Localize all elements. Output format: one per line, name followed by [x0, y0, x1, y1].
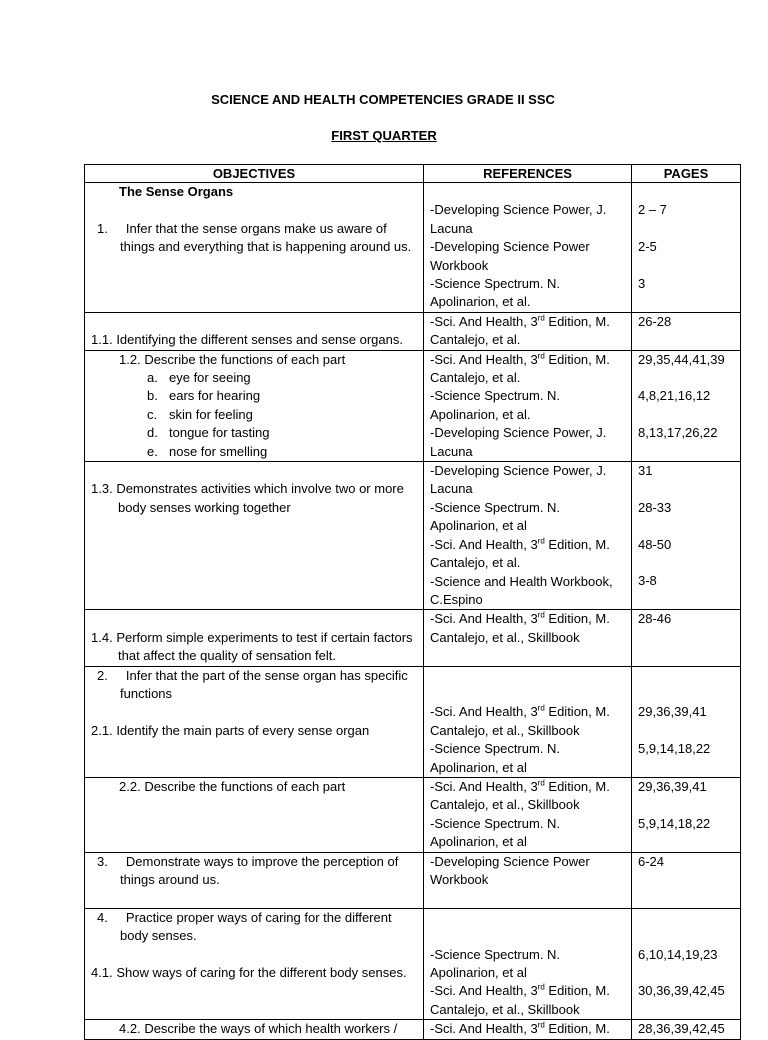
list-item: [91, 424, 417, 442]
references-cell: [424, 610, 632, 666]
reference: -Sci. And Health, 3rd Edition, M. Cantalejo, et al., Skillbook: [430, 778, 610, 813]
references-cell: [424, 666, 632, 777]
section-heading: The Sense Organs: [119, 184, 234, 199]
pages-cell: [632, 852, 741, 908]
objective-number: 4.: [97, 909, 108, 925]
table-row: [85, 852, 741, 908]
reference: [430, 313, 625, 350]
superscript: rd: [537, 351, 545, 361]
page-range: 29,35,44,41,39: [638, 351, 725, 367]
references-cell: [424, 1020, 632, 1039]
column-header-references: REFERENCES: [424, 165, 632, 183]
superscript: rd: [537, 983, 545, 993]
list-letter: b.: [147, 388, 158, 404]
competencies-table: [84, 164, 741, 1040]
objective-cell: [85, 350, 424, 461]
objective-cell: [85, 312, 424, 350]
reference: -Science Spectrum. N. Apolinarion, et al: [430, 499, 561, 534]
table-row: [85, 777, 741, 852]
objective-body: Infer that the part of the sense organ has specific functions: [120, 667, 408, 701]
reference: -Sci. And Health, 3rd Edition, M. Cantalejo, et al., Skillbook: [430, 704, 610, 738]
sub-objective-text: [91, 722, 417, 740]
page-range: 28-46: [638, 611, 672, 627]
reference-text: Edition, M. Cantalejo, et al.: [430, 313, 610, 348]
reference: -Science Spectrum. N. Apolinarion, et al: [430, 946, 561, 980]
objective-number: 1.2.: [119, 351, 141, 367]
page-range: 6,10,14,19,23: [638, 946, 718, 962]
table-header-row: [85, 165, 741, 183]
page-range: 31: [638, 463, 653, 479]
table-row: [85, 462, 741, 610]
pages-cell: [632, 777, 741, 852]
objective-number: 1.1.: [91, 332, 113, 348]
objective-body: Show ways of caring for the different body senses.: [116, 965, 407, 980]
objective-number: 1.3.: [91, 481, 113, 497]
objective-cell: [85, 852, 424, 908]
references-cell: [424, 312, 632, 350]
references-cell: [424, 350, 632, 461]
list-text: eye for seeing: [169, 370, 251, 386]
table-row: [85, 908, 741, 1019]
objective-number: 4.2.: [119, 1021, 141, 1037]
objective-cell: [85, 1020, 424, 1039]
reference: -Sci. And Health, 3rd Edition, M. Cantalejo, et al.: [430, 536, 610, 571]
objective-body: Infer that the sense organs make us aware of things and everything that is happening around us.: [120, 220, 412, 255]
page-range: 30,36,39,42,45: [638, 983, 725, 999]
reference-text: -Sci. And Health, 3: [430, 313, 538, 329]
objective-cell: [85, 777, 424, 852]
objective-body: Describe the functions of each part: [144, 778, 346, 794]
objective-body: Perform simple experiments to test if certain factors that affect the quality of sensation felt.: [116, 629, 413, 664]
reference: -Sci. And Health, 3rd Edition, M. Cantalejo, et al., Skillbook: [430, 983, 610, 1017]
objective-number: 2.: [97, 667, 108, 683]
objective-number: 4.1.: [91, 965, 113, 980]
list-item: [91, 387, 417, 405]
objective-body: Describe the functions of each part: [144, 351, 346, 367]
objective-number: 1.4.: [91, 629, 113, 645]
pages-cell: [632, 183, 741, 313]
reference: -Science Spectrum. N. Apolinarion, et al.: [430, 388, 561, 422]
pages-cell: [632, 462, 741, 610]
reference: -Sci. And Health, 3rd Edition, M. Cantalejo, et al.: [430, 351, 610, 386]
pages-cell: [632, 610, 741, 666]
objective-number: 2.1.: [91, 722, 113, 738]
objective-cell: [85, 666, 424, 777]
objective-number: 1.: [97, 220, 108, 236]
page-range: 3-8: [638, 573, 657, 589]
sub-objective-text: [91, 964, 417, 982]
page-range: 48-50: [638, 536, 672, 552]
objective-cell: [85, 183, 424, 313]
objective-text: [91, 909, 417, 946]
reference: -Developing Science Power, J. Lacuna: [430, 425, 607, 459]
list-item: [91, 443, 417, 461]
page-range: 8,13,17,26,22: [638, 425, 718, 441]
table-row: [85, 666, 741, 777]
objective-number: 2.2.: [119, 778, 141, 794]
pages-cell: [632, 350, 741, 461]
page-range: 28-33: [638, 499, 672, 515]
objective-text: [91, 331, 417, 349]
list-item: [91, 406, 417, 424]
list-letter: d.: [147, 425, 158, 441]
list-text: ears for hearing: [169, 388, 261, 404]
page-range: 3: [638, 275, 646, 291]
objective-body: Practice proper ways of caring for the different body senses.: [120, 909, 392, 944]
column-header-objectives: OBJECTIVES: [85, 165, 424, 183]
objective-body: Identify the main parts of every sense organ: [116, 722, 370, 738]
references-cell: [424, 908, 632, 1019]
objective-cell: [85, 462, 424, 610]
page-range: 2 – 7: [638, 202, 667, 218]
pages-cell: [632, 1020, 741, 1039]
superscript: rd: [537, 778, 545, 788]
table-row: [85, 350, 741, 461]
objective-text: [91, 778, 417, 796]
superscript: rd: [537, 1020, 545, 1030]
superscript: rd: [537, 536, 545, 546]
reference: -Science Spectrum. N. Apolinarion, et al.: [430, 276, 561, 310]
list-letter: e.: [147, 443, 158, 459]
superscript: rd: [537, 313, 545, 323]
list-letter: a.: [147, 370, 158, 386]
references-cell: [424, 777, 632, 852]
list-item: [91, 369, 417, 387]
objective-text: [91, 629, 417, 666]
list-text: nose for smelling: [169, 443, 268, 459]
objective-text: [91, 351, 417, 369]
objective-text: [91, 480, 417, 517]
list-letter: c.: [147, 406, 158, 422]
objective-body: Identifying the different senses and sense organs.: [116, 332, 403, 348]
reference: -Sci. And Health, 3rd Edition, M. Cantalejo, et al., Skillbook: [430, 611, 610, 645]
page-range: 4,8,21,16,12: [638, 388, 711, 404]
document-title: SCIENCE AND HEALTH COMPETENCIES GRADE II SSC: [211, 92, 555, 107]
table-row: [85, 1020, 741, 1039]
reference: -Science Spectrum. N. Apolinarion, et al: [430, 741, 561, 775]
references-cell: [424, 462, 632, 610]
page-range: 28,36,39,42,45: [638, 1021, 725, 1037]
list-text: skin for feeling: [169, 406, 253, 422]
table-row: [85, 312, 741, 350]
table-row: [85, 183, 741, 313]
objective-cell: [85, 610, 424, 666]
reference: -Developing Science Power, J. Lacuna: [430, 463, 607, 497]
objective-cell: [85, 908, 424, 1019]
references-cell: [424, 852, 632, 908]
quarter-heading: FIRST QUARTER: [331, 128, 437, 143]
objective-body: Demonstrate ways to improve the perception of things around us.: [120, 853, 399, 887]
page-range: 5,9,14,18,22: [638, 741, 711, 757]
objective-body: Demonstrates activities which involve two or more body senses working together: [116, 481, 404, 515]
superscript: rd: [537, 704, 545, 713]
page-range: 29,36,39,41: [638, 778, 707, 794]
page-range: 26-28: [638, 313, 672, 329]
page-range: 2-5: [638, 239, 657, 255]
pages-cell: [632, 908, 741, 1019]
column-header-pages: PAGES: [632, 165, 741, 183]
page-range: 6-24: [638, 853, 665, 869]
list-text: tongue for tasting: [169, 425, 270, 441]
reference: -Science Spectrum. N. Apolinarion, et al: [430, 815, 561, 850]
references-cell: [424, 183, 632, 313]
pages-cell: [632, 312, 741, 350]
objective-text: [91, 220, 417, 257]
superscript: rd: [537, 611, 545, 620]
objective-text: [91, 1020, 417, 1038]
reference: -Science and Health Workbook, C.Espino: [430, 573, 613, 607]
objective-body: Describe the ways of which health workers /: [144, 1021, 398, 1037]
objective-text: [91, 667, 417, 704]
objective-number: 3.: [97, 853, 108, 869]
table-row: [85, 610, 741, 666]
reference: -Sci. And Health, 3rd Edition, M.: [430, 1020, 610, 1037]
pages-cell: [632, 666, 741, 777]
page-range: 5,9,14,18,22: [638, 815, 711, 831]
page-range: 29,36,39,41: [638, 704, 707, 720]
reference: -Developing Science Power, J. Lacuna: [430, 202, 607, 236]
objective-text: [91, 853, 417, 890]
reference: -Developing Science Power Workbook: [430, 853, 590, 887]
reference: -Developing Science Power Workbook: [430, 239, 590, 273]
